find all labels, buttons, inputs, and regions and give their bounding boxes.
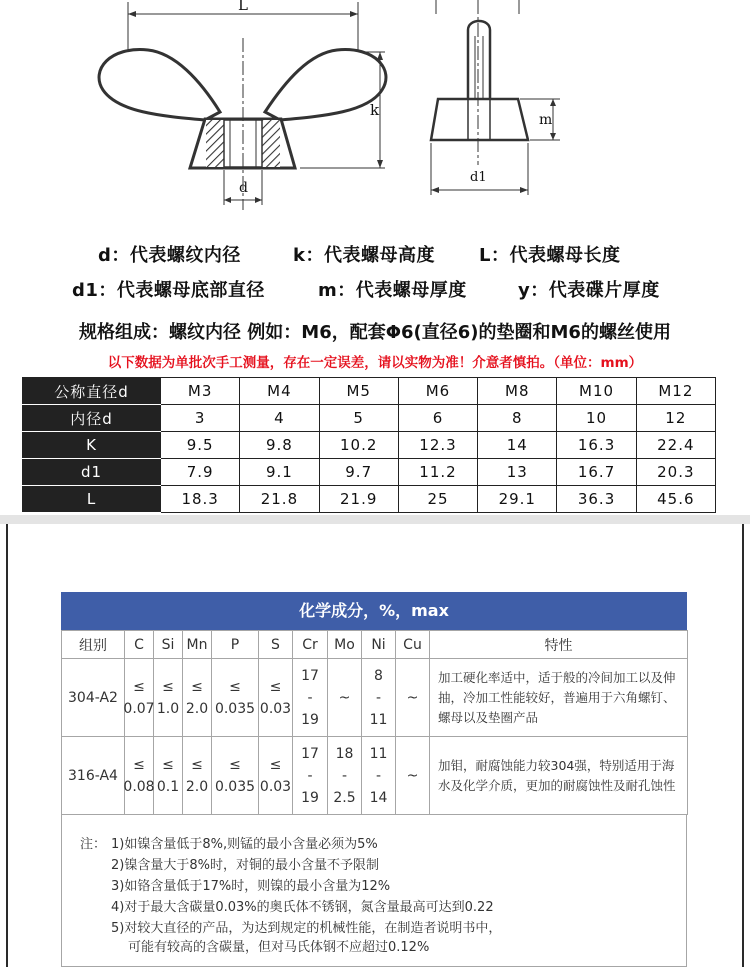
chem-value-part: ≤	[191, 756, 203, 773]
chem-value-part: 14	[369, 789, 388, 806]
chem-cell-mn	[183, 659, 212, 737]
size-row-label: d1	[23, 459, 161, 486]
legend-d: d：代表螺纹内径	[98, 245, 241, 266]
section-divider	[0, 515, 750, 524]
chem-value-part: 0.03	[259, 700, 292, 717]
chem-value-part: -	[375, 767, 382, 784]
size-cell: 16.3	[557, 432, 636, 459]
size-cell: 16.7	[557, 459, 636, 486]
chem-header-cell: Ni	[362, 631, 396, 659]
chem-cell-c	[125, 659, 154, 737]
size-cell: 20.3	[636, 459, 715, 486]
size-cell: 21.8	[240, 486, 319, 513]
chem-value-part: -	[307, 767, 313, 784]
dim-label-d: d	[239, 180, 248, 196]
dim-label-k: k	[370, 101, 380, 119]
chem-cell-p	[212, 659, 259, 737]
chem-value-part: ≤	[229, 678, 241, 695]
size-cell: M4	[240, 378, 319, 405]
chem-header-cell: S	[259, 631, 293, 659]
chem-value-part: 0.08	[123, 778, 155, 795]
chem-value-part: ≤	[191, 678, 203, 695]
note-1: 1)如镍含量低于8%,则锰的最小含量必须为5%	[111, 837, 378, 852]
size-table-row	[23, 432, 716, 459]
legend-k: k：代表螺母高度	[293, 245, 435, 266]
chem-cell-s	[259, 737, 293, 815]
size-cell: 6	[398, 405, 477, 432]
chem-cell-s	[259, 659, 293, 737]
chem-header-cell: P	[212, 631, 259, 659]
chem-value-part: ≤	[162, 678, 174, 695]
size-cell: 12	[636, 405, 715, 432]
chem-cell-cr	[293, 737, 328, 815]
size-cell: M5	[319, 378, 398, 405]
size-cell: 9.1	[240, 459, 319, 486]
chem-value-part: 17	[301, 745, 319, 762]
chem-value-part: 0.1	[156, 778, 180, 795]
size-cell: M12	[636, 378, 715, 405]
chem-cell-mn	[183, 737, 212, 815]
chem-value-part: ≤	[133, 756, 145, 773]
size-table	[22, 377, 716, 513]
chem-cell-cu	[396, 737, 430, 815]
size-cell: 22.4	[636, 432, 715, 459]
size-cell: 9.7	[319, 459, 398, 486]
chem-value-part: 0.07	[123, 700, 155, 717]
chem-value-part: 11	[369, 745, 388, 762]
size-cell: 10.2	[319, 432, 398, 459]
chem-value-part: 1.0	[156, 700, 180, 717]
chem-value-part: 19	[301, 789, 319, 806]
chem-row	[62, 737, 688, 815]
chem-header-cell: Mn	[183, 631, 212, 659]
chem-notes	[61, 815, 687, 967]
dim-label-d1: d1	[470, 170, 487, 185]
legend-d1: d1：代表螺母底部直径	[72, 280, 265, 301]
chem-value-part: ≤	[269, 678, 282, 695]
size-table-row	[23, 486, 716, 513]
chem-value-part: 0.03	[259, 778, 292, 795]
size-row-label: K	[23, 432, 161, 459]
chem-value-part: -	[307, 689, 313, 706]
chem-value-part: -	[375, 689, 382, 706]
size-cell: 4	[240, 405, 319, 432]
chem-cell-mo	[328, 659, 362, 737]
chem-value-part: ≤	[133, 678, 145, 695]
size-cell: 9.5	[161, 432, 240, 459]
size-cell: 3	[161, 405, 240, 432]
chem-header-cell: Cr	[293, 631, 328, 659]
note-5-cont: 可能有较高的含碳量，但对马氏体钢不应超过0.12%	[128, 940, 430, 955]
chem-property: 加钼，耐腐蚀能力较304强，特别适用于海水及化学介质，更加的耐腐蚀性及耐孔蚀性	[430, 737, 688, 815]
chem-cell-ni	[362, 737, 396, 815]
chem-header-cell: Si	[154, 631, 183, 659]
size-table-row	[23, 378, 716, 405]
note-4: 4)对于最大含碳量0.03%的奥氏体不锈钢，氮含量最高可达到0.22	[111, 900, 494, 915]
size-cell: 36.3	[557, 486, 636, 513]
size-cell: 5	[319, 405, 398, 432]
size-table-row	[23, 459, 716, 486]
size-cell: M10	[557, 378, 636, 405]
note-2: 2)镍含量大于8%时，对铜的最小含量不予限制	[111, 858, 379, 873]
spec-example: 规格组成：螺纹内径 例如：M6，配套Φ6(直径6)的垫圈和M6的螺丝使用	[79, 322, 671, 343]
size-cell: 8	[478, 405, 557, 432]
chem-cell-cu	[396, 659, 430, 737]
chem-cell-cr	[293, 659, 328, 737]
size-cell: 18.3	[161, 486, 240, 513]
size-cell: M6	[398, 378, 477, 405]
size-cell: 12.3	[398, 432, 477, 459]
size-cell: 9.8	[240, 432, 319, 459]
notes-label: 注：	[80, 837, 107, 852]
size-cell: 14	[478, 432, 557, 459]
note-5: 5)对较大直径的产品，为达到规定的机械性能，在制造者说明书中，	[111, 921, 502, 936]
chem-grade: 304-A2	[62, 659, 125, 737]
size-row-label: 公称直径d	[23, 378, 161, 405]
chem-header-cell: C	[125, 631, 154, 659]
chem-cell-c	[125, 737, 154, 815]
chem-table	[61, 630, 688, 815]
note-3: 3)如铬含量低于17%时，则镍的最小含量为12%	[111, 879, 391, 894]
chem-cell-p	[212, 737, 259, 815]
chem-cell-si	[154, 659, 183, 737]
chem-value-part: ≤	[162, 756, 174, 773]
size-cell: 7.9	[161, 459, 240, 486]
chem-value-part: 8	[374, 667, 383, 684]
chem-value-part: 11	[369, 711, 388, 728]
size-cell: 13	[478, 459, 557, 486]
chem-cell-ni	[362, 659, 396, 737]
legend-L: L：代表螺母长度	[479, 245, 621, 266]
chem-row	[62, 659, 688, 737]
size-cell: 11.2	[398, 459, 477, 486]
chem-property: 加工硬化率适中，适于般的冷间加工以及伸抽，冷加工性能较好，普遍用于六角螺钉、螺母以及垫圈产品	[430, 659, 688, 737]
frame-border-right	[742, 524, 744, 967]
size-cell: M3	[161, 378, 240, 405]
measurement-warning: 以下数据为单批次手工测量，存在一定误差，请以实物为准！介意者慎拍。（单位：mm）	[107, 355, 643, 371]
chem-cell-mo	[328, 737, 362, 815]
chem-header-cell: Mo	[328, 631, 362, 659]
size-table-row	[23, 405, 716, 432]
dim-label-m: m	[539, 112, 553, 128]
chem-table-title: 化学成分，%，max	[61, 592, 687, 630]
chem-header-cell: Cu	[396, 631, 430, 659]
size-cell: 10	[557, 405, 636, 432]
chem-value-part: 2.0	[185, 700, 209, 717]
chem-header-cell: 组别	[62, 631, 125, 659]
dim-label-L: L	[238, 0, 248, 14]
chem-cell-si	[154, 737, 183, 815]
size-cell: 21.9	[319, 486, 398, 513]
chem-value-part: ~	[406, 689, 419, 706]
frame-border-left	[6, 524, 8, 967]
chem-value-part: ≤	[229, 756, 241, 773]
chem-grade: 316-A4	[62, 737, 125, 815]
size-cell: M8	[478, 378, 557, 405]
chem-value-part: ~	[338, 689, 351, 706]
chem-value-part: 0.035	[214, 778, 256, 795]
chem-value-part: 2.5	[333, 789, 356, 806]
legend-y: y：代表碟片厚度	[518, 280, 660, 301]
chem-value-part: ~	[406, 767, 419, 784]
chem-header-cell: 特性	[430, 631, 688, 659]
chem-value-part: 19	[301, 711, 319, 728]
size-cell: 45.6	[636, 486, 715, 513]
size-cell: 25	[398, 486, 477, 513]
size-cell: 29.1	[478, 486, 557, 513]
chem-value-part: -	[341, 767, 348, 784]
chem-value-part: 18	[335, 745, 354, 762]
chem-value-part: 2.0	[185, 778, 209, 795]
legend-m: m：代表螺母厚度	[318, 280, 467, 301]
chem-value-part: 17	[301, 667, 319, 684]
chem-value-part: ≤	[269, 756, 282, 773]
size-row-label: 内径d	[23, 405, 161, 432]
chem-value-part: 0.035	[214, 700, 256, 717]
size-row-label: L	[23, 486, 161, 513]
